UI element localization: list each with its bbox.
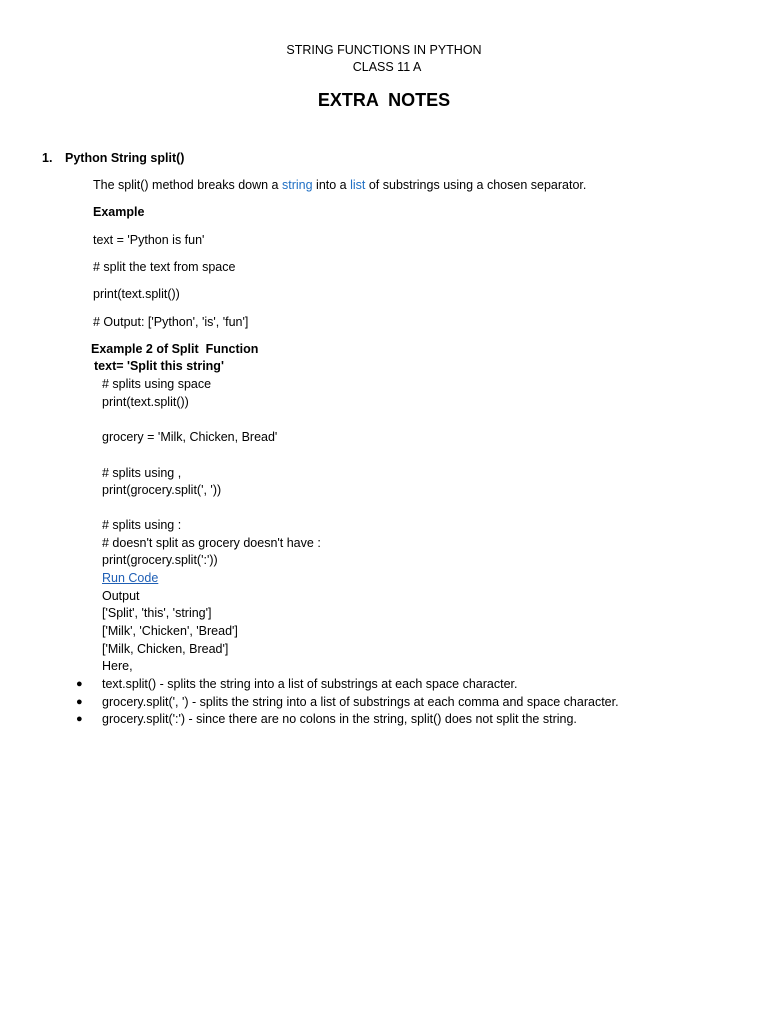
- doc-title: EXTRA NOTES: [317, 90, 451, 110]
- code-line: # splits using ,: [102, 466, 182, 480]
- bullet-icon: ●: [76, 678, 83, 690]
- code-line: grocery = 'Milk, Chicken, Bread': [102, 430, 278, 444]
- code-line: print(grocery.split(', ')): [102, 483, 222, 497]
- bullet-icon: ●: [76, 696, 83, 708]
- example-code-line: print(text.split()): [93, 287, 180, 301]
- doc-subject: STRING FUNCTIONS IN PYTHON: [286, 43, 482, 57]
- code-line: # doesn't split as grocery doesn't have :: [102, 536, 321, 550]
- output-line: ['Split', 'this', 'string']: [102, 606, 212, 620]
- code-line: print(text.split()): [102, 395, 189, 409]
- doc-class: CLASS 11 A: [352, 60, 422, 74]
- example-label: Example: [93, 205, 145, 219]
- bullet-item: grocery.split(':') - since there are no colons in the string, split() does not split the string.: [102, 712, 577, 726]
- list-link[interactable]: list: [350, 178, 366, 192]
- intro-text-2: into a: [312, 178, 351, 192]
- intro-text-1: The split() method breaks down a: [93, 178, 282, 192]
- section-heading: Python String split(): [65, 151, 185, 165]
- bullet-icon: ●: [76, 713, 83, 725]
- section-number: 1.: [42, 151, 53, 165]
- output-line: ['Milk, Chicken, Bread']: [102, 642, 229, 656]
- example2-heading: Example 2 of Split Function: [91, 342, 259, 356]
- example-code-line: # split the text from space: [93, 260, 236, 274]
- intro-text-3: of substrings using a chosen separator.: [365, 178, 587, 192]
- bullet-item: text.split() - splits the string into a list of substrings at each space character.: [102, 677, 518, 691]
- here-label: Here,: [102, 659, 133, 673]
- run-code-link[interactable]: Run Code: [102, 571, 159, 585]
- bullet-item: grocery.split(', ') - splits the string into a list of substrings at each comma and space character.: [102, 695, 619, 709]
- code-line: # splits using space: [102, 377, 212, 391]
- example2-first-line: text= 'Split this string': [94, 359, 224, 373]
- example-code-line: text = 'Python is fun': [93, 233, 205, 247]
- output-label: Output: [102, 589, 140, 603]
- code-line: # splits using :: [102, 518, 182, 532]
- code-line: print(grocery.split(':')): [102, 553, 218, 567]
- intro-paragraph: [93, 178, 586, 193]
- string-link[interactable]: string: [281, 178, 313, 192]
- example-code-line: # Output: ['Python', 'is', 'fun']: [93, 315, 249, 329]
- output-line: ['Milk', 'Chicken', 'Bread']: [102, 624, 238, 638]
